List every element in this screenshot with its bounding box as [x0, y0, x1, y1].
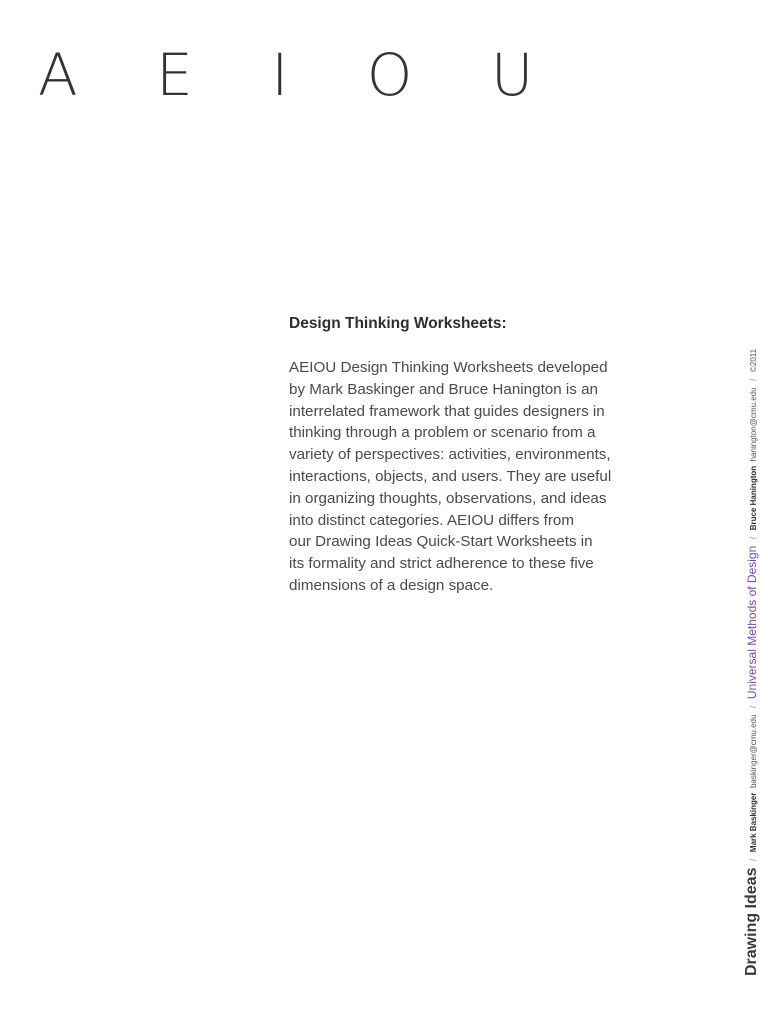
paragraph-line: thinking through a problem or scenario from a	[289, 424, 596, 442]
author-name: Mark Baskinger	[749, 792, 758, 853]
paragraph-line: interactions, objects, and users. They are useful	[289, 467, 612, 485]
separator-slash: /	[748, 705, 758, 709]
side-credit-line	[743, 349, 761, 976]
paragraph-line: our Drawing Ideas Quick-Start Worksheets in	[289, 533, 593, 551]
author-email: baskinger@cmu.edu	[749, 714, 758, 789]
paragraph-line: by Mark Baskinger and Bruce Hanington is an	[289, 380, 598, 398]
paragraph-line: dimensions of a design space.	[289, 576, 494, 594]
description-paragraph	[289, 357, 619, 597]
paragraph-line: variety of perspectives: activities, environments,	[289, 446, 611, 464]
author-name: Bruce Hanington	[749, 465, 758, 531]
book-title: Universal Methods of Design	[745, 545, 759, 700]
content-block	[289, 313, 619, 597]
paragraph-line: AEIOU Design Thinking Worksheets developed	[289, 359, 608, 376]
separator-slash: /	[748, 858, 758, 862]
page-title: A E I O U	[38, 41, 564, 109]
copyright-notice: ©2011	[749, 348, 758, 373]
paragraph-line: its formality and strict adherence to these five	[289, 555, 594, 573]
paragraph-line: interrelated framework that guides designers in	[289, 402, 605, 420]
section-heading: Design Thinking Worksheets:	[289, 315, 507, 332]
paragraph-line: into distinct categories. AEIOU differs from	[289, 511, 575, 529]
brand-label: Drawing Ideas	[743, 867, 760, 976]
author-email: hanington@cmu.edu	[749, 387, 758, 462]
separator-slash: /	[748, 378, 758, 381]
separator-slash: /	[748, 536, 758, 540]
paragraph-line: in organizing thoughts, observations, and ideas	[289, 489, 607, 507]
